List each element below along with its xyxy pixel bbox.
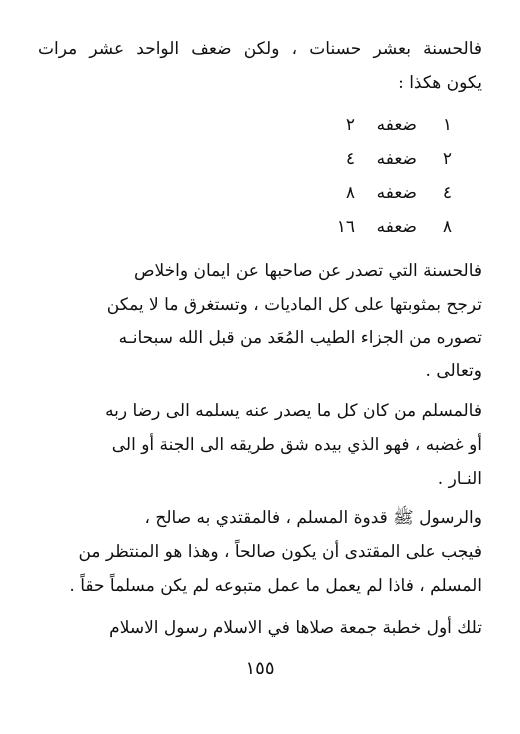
table-number: ٢ bbox=[442, 149, 452, 169]
paragraph-line: تلك أول خطبة جمعة صلاها في الاسلام رسول الاسلام bbox=[109, 618, 482, 638]
table-result: ١٦ bbox=[336, 217, 355, 237]
paragraph-line: ترجح بمثوبتها على كل الماديات ، وتستغرق ما لا يمكن bbox=[106, 295, 482, 315]
intro-line: يكون هكذا : bbox=[398, 73, 482, 93]
paragraph-line: فالمسلم من كان كل ما يصدر عنه يسلمه الى رضا ربه bbox=[105, 401, 482, 421]
table-result: ٨ bbox=[345, 183, 355, 203]
table-number: ٨ bbox=[442, 217, 452, 237]
table-word: ضعفه bbox=[376, 115, 417, 135]
table-result: ٤ bbox=[345, 149, 355, 169]
paragraph-line: النـار . bbox=[437, 469, 482, 489]
table-word: ضعفه bbox=[376, 217, 417, 237]
paragraph-line: تصوره من الجزاء الطيب المُعَد من قبل الله سبحانـه bbox=[118, 328, 482, 348]
table-number: ٤ bbox=[442, 183, 452, 203]
table-number: ١ bbox=[442, 115, 452, 135]
paragraph-line: المسلم ، فاذا لم يعمل ما عمل متبوعه لم يكن مسلماً حقاً . bbox=[69, 576, 482, 596]
paragraph-line: فيجب على المقتدى أن يكون صالحاً ، وهذا هو المنتظر من bbox=[78, 542, 482, 562]
table-result: ٢ bbox=[345, 115, 355, 135]
page-number: ١٥٥ bbox=[245, 658, 275, 679]
paragraph-line: والرسول ﷺ قدوة المسلم ، فالمقتدي به صالح ، bbox=[144, 508, 482, 528]
paragraph-line: أو غضبه ، فهو الذي بيده شق طريقه الى الجنة أو الى bbox=[111, 435, 482, 455]
table-word: ضعفه bbox=[376, 183, 417, 203]
paragraph-line: فالحسنة التي تصدر عن صاحبها عن ايمان واخلاص bbox=[133, 261, 482, 281]
table-word: ضعفه bbox=[376, 149, 417, 169]
paragraph-line: وتعالى . bbox=[425, 361, 482, 381]
intro-line: فالحسنة بعشر حسنات ، ولكن ضعف الواحد عشر مرات bbox=[38, 39, 482, 59]
